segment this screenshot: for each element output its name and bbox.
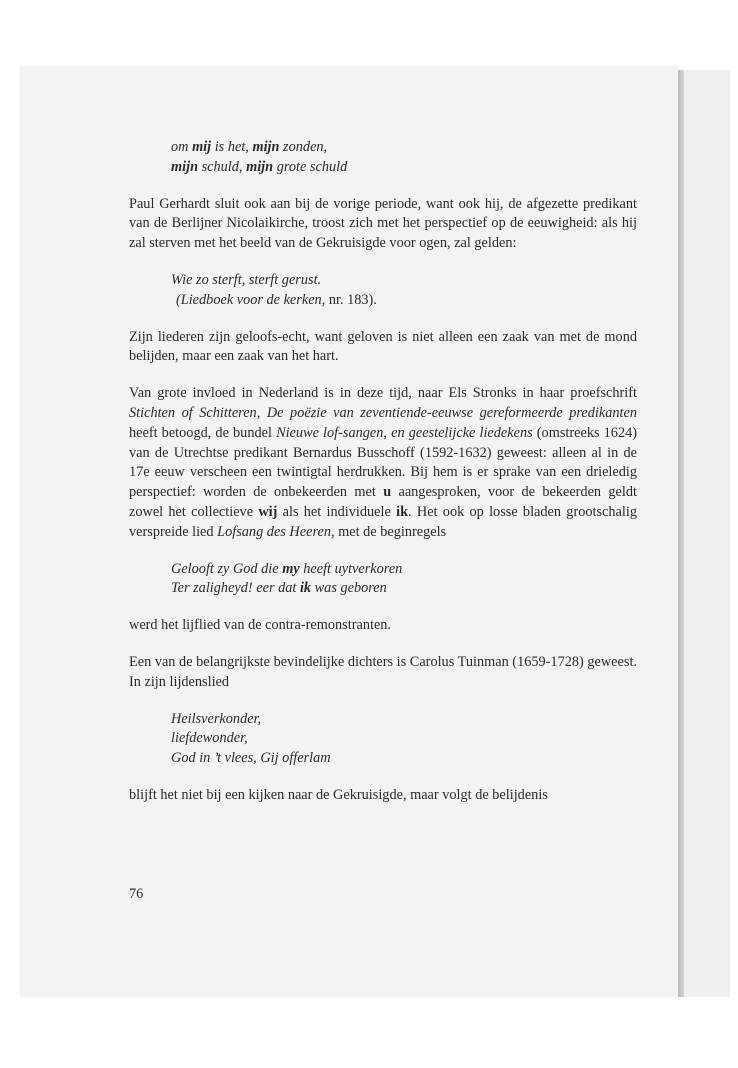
page-number: 76	[129, 886, 144, 902]
poem-line: liefdewonder,	[171, 730, 248, 747]
poem-quote-1	[171, 138, 637, 178]
poem-line: mijn schuld, mijn grote schuld	[171, 158, 348, 175]
poem-quote-busschoff	[171, 560, 637, 600]
poem-line: God in ’t vlees, Gij offerlam	[171, 750, 331, 767]
poem-line: Ter zaligheyd! eer dat ik was geboren	[171, 580, 387, 597]
paragraph: Zijn liederen zijn geloofs-echt, want geloven is niet alleen een zaak van met de mond belijden, maar een zaak van het hart.	[129, 328, 637, 365]
verse-quote-gerhardt	[171, 271, 637, 311]
page-body	[129, 138, 637, 806]
poem-line: Wie zo sterft, sterft gerust.	[171, 271, 322, 288]
poem-line: Heilsverkonder,	[171, 710, 262, 727]
paragraph: Van grote invloed in Nederland is in deze tijd, naar Els Stronks in haar proefschrift Stichten of Schitteren, De poëzie van zeventiende-eeuwse gereformeerde predikanten heeft betoogd, de bundel Nieuwe lof-sangen, en geestelijcke liedekens (omstreeks 1624) van de Utrechtse predikant Bernardus Busschoff (1592-1632) geweest: alleen al in de 17e eeuw verscheen een twintigtal herdrukken. Bij hem is er sprake van een drieledig perspectief: worden de onbekeerden met u aangesproken, voor de bekeerden geldt zowel het collectieve wij als het individuele ik. Het ook op losse bladen grootschalig verspreide lied Lofsang des Heeren, met de beginregels	[129, 385, 637, 540]
poem-quote-tuinman	[171, 710, 637, 769]
paragraph: blijft het niet bij een kijken naar de Gekruisigde, maar volgt de belijdenis	[129, 786, 548, 803]
citation: (Liedboek voor de kerken, nr. 183).	[176, 291, 377, 308]
adjacent-page-edge	[684, 70, 730, 997]
poem-line: Gelooft zy God die my heeft uytverkoren	[171, 560, 403, 577]
paragraph: Een van de belangrijkste bevindelijke dichters is Carolus Tuinman (1659-1728) geweest. In zijn lijdenslied	[129, 653, 637, 690]
poem-line: om mij is het, mijn zonden,	[171, 139, 328, 155]
paragraph: Paul Gerhardt sluit ook aan bij de vorige periode, want ook hij, de afgezette predikant van de Berlijner Nicolaikirche, troost zich met het perspectief op de eeuwigheid: als hij zal sterven met het beeld van de Gekruisigde voor ogen, zal gelden:	[129, 195, 637, 252]
paragraph: werd het lijflied van de contra-remonstranten.	[129, 617, 392, 634]
